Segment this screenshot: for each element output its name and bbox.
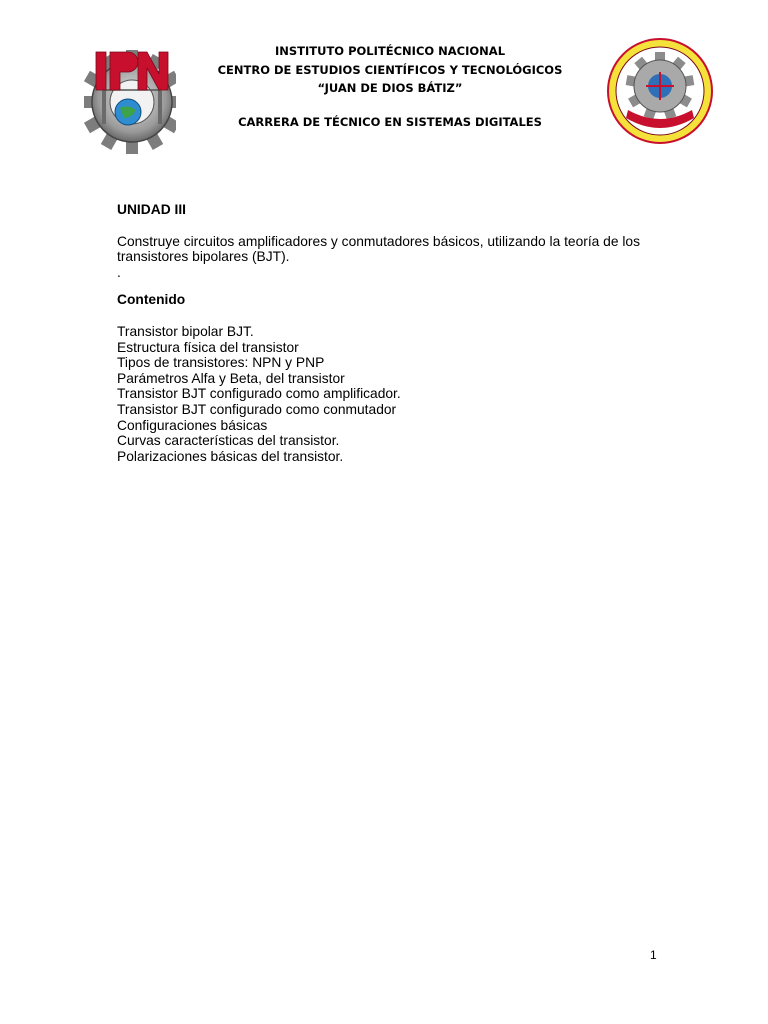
school-name: “JUAN DE DIOS BÁTIZ” <box>317 81 463 95</box>
list-item: Transistor BJT configurado como conmutador <box>117 401 397 417</box>
unit-objective: Construye circuitos amplificadores y conmutadores básicos, utilizando la teoría de los transistores bipolares (BJT). <box>117 233 641 265</box>
unit-title: UNIDAD III <box>117 202 186 217</box>
document-header <box>180 42 600 131</box>
ipn-logo-icon <box>84 30 176 156</box>
list-item: Transistor bipolar BJT. <box>117 323 254 339</box>
career-name: CARRERA DE TÉCNICO EN SISTEMAS DIGITALES <box>238 114 542 129</box>
list-item: Parámetros Alfa y Beta, del transistor <box>117 370 345 386</box>
page-number: 1 <box>650 948 657 962</box>
list-item: Tipos de transistores: NPN y PNP <box>117 355 325 371</box>
content-list <box>117 324 657 464</box>
list-item: Configuraciones básicas <box>117 417 268 433</box>
center-name: CENTRO DE ESTUDIOS CIENTÍFICOS Y TECNOLÓGICOS <box>217 62 563 77</box>
document-body <box>117 202 657 464</box>
list-item: Transistor BJT configurado como amplificador. <box>117 386 401 402</box>
cecyt-logo-icon <box>606 38 714 144</box>
list-item: Polarizaciones básicas del transistor. <box>117 448 344 464</box>
institution-name: INSTITUTO POLITÉCNICO NACIONAL <box>274 44 506 58</box>
content-heading: Contenido <box>117 292 186 308</box>
list-item: Estructura física del transistor <box>117 339 299 355</box>
list-item: Curvas características del transistor. <box>117 433 340 449</box>
trailing-period: . <box>117 264 121 280</box>
